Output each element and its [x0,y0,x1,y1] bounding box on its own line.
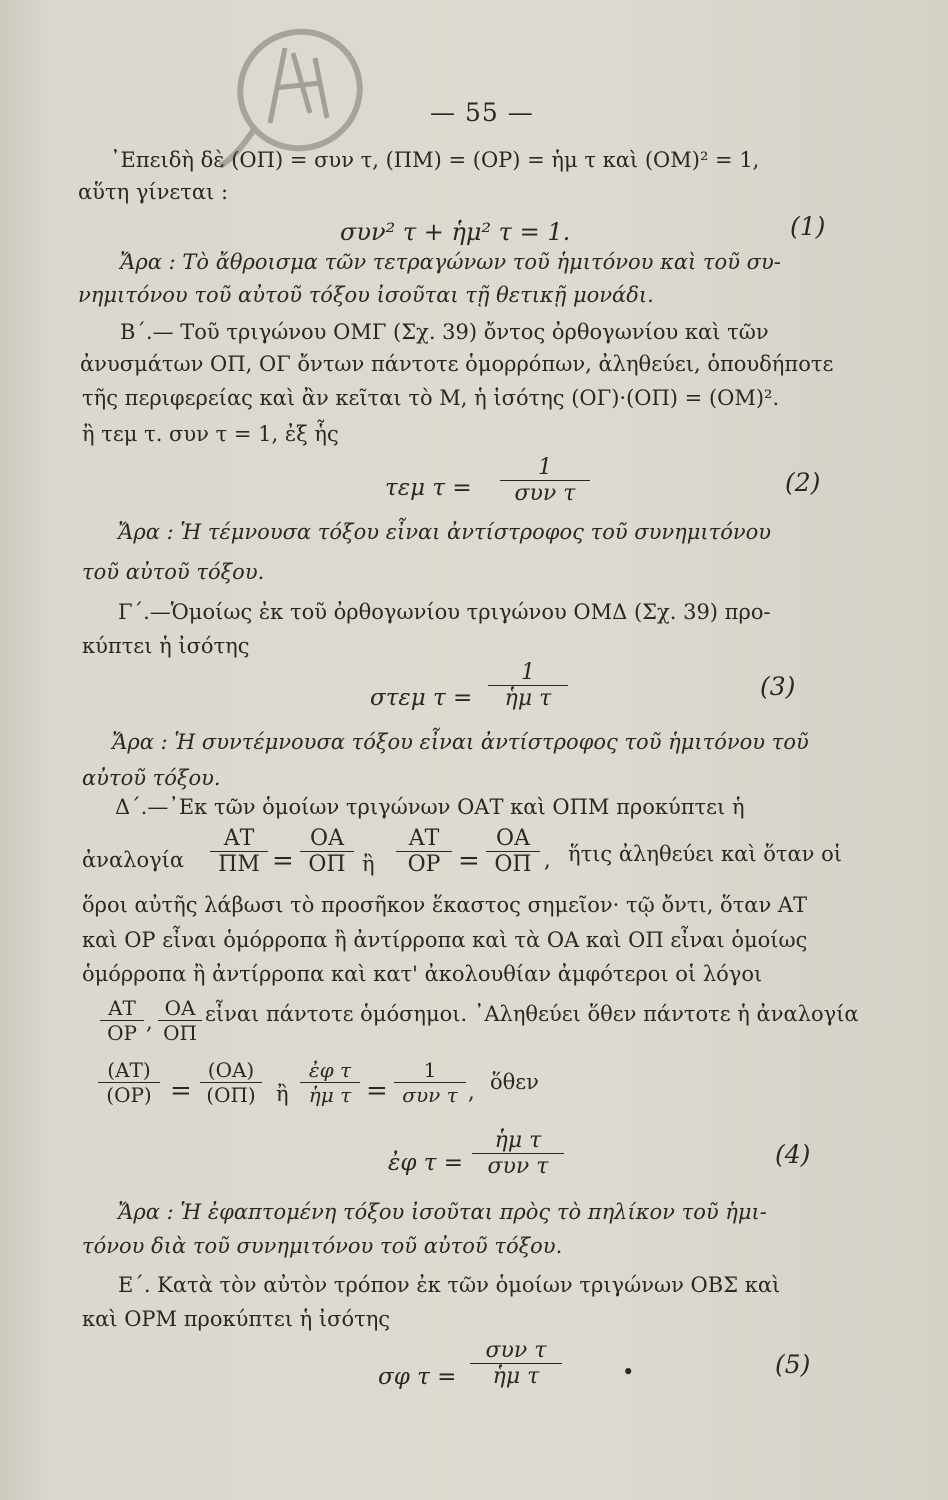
equation-tag: (2) [785,468,821,497]
text-line: αὐτοῦ τόξου. [82,766,221,790]
text-line: ἀναλογία [82,848,185,872]
equals-sign: = [170,1076,192,1106]
numerator: ΟΑ [310,826,344,851]
text-line: καὶ ΟΡΜ προκύπτει ἡ ἰσότης [82,1307,391,1331]
denominator: ΟΠ [163,1021,197,1045]
denominator: (ΟΡ) [106,1083,152,1107]
denominator: ἡμ τ [308,1083,352,1107]
or-word: ἢ [276,1082,289,1106]
numerator: ΑΤ [108,996,136,1020]
numerator: (ΟΑ) [207,1058,255,1082]
equation-1: συν² τ + ἡμ² τ = 1. [340,218,571,246]
numerator: 1 [521,660,535,685]
comma: , [468,1080,475,1104]
denominator: ΟΡ [407,852,441,877]
equation-2-fraction [500,455,590,506]
denominator: συν τ [487,1154,549,1179]
equation-tag: (1) [790,212,826,241]
text-line: ἥτις ἀληθεύει καὶ ὅταν οἱ [568,842,842,866]
handwritten-stamp-mark [215,18,385,168]
text-line: Ἄρα : Ἡ συντέμνουσα τόξου εἶναι ἀντίστροφος τοῦ ἡμιτόνου τοῦ [112,730,809,754]
equals-sign: = [272,846,294,876]
text-line: ᾿Επειδὴ δὲ (ΟΠ) = συν τ, (ΠΜ) = (ΟΡ) = ἡμ τ καὶ (ΟΜ)² = 1, [110,148,760,172]
equation-5-fraction [470,1338,562,1389]
numerator: 1 [423,1058,437,1082]
tangent-ratio-fraction [394,1058,466,1107]
text-line: ἢ τεμ τ. συν τ = 1, ἐξ ἧς [82,422,339,446]
equation-2-lhs: τεμ τ = [385,475,472,501]
equation-4-lhs: ἐφ τ = [388,1150,464,1176]
text-line: ὁμόρροπα ἢ ἀντίρροπα καὶ κατ' ἀκολουθίαν ἀμφότεροι οἱ λόγοι [82,962,763,986]
tangent-ratio-fraction [300,1058,360,1107]
equation-tag: (4) [775,1140,811,1169]
text-line: νημιτόνου τοῦ αὐτοῦ τόξου ἰσοῦται τῇ θετικῇ μονάδι. [78,283,654,307]
text-line: τῆς περιφερείας καὶ ἂν κεῖται τὸ Μ, ἡ ἰσότης (ΟΓ)·(ΟΠ) = (ΟΜ)². [82,386,780,410]
denominator: ΟΠ [494,852,532,877]
numerator: ΟΑ [496,826,530,851]
text-line: Ἄρα : Ἡ ἐφαπτομένη τόξου ἰσοῦται πρὸς τὸ πηλίκον τοῦ ἡμι- [118,1200,767,1224]
denominator: συν τ [402,1083,458,1107]
denominator: ἡμ τ [504,686,552,711]
comma: , [544,848,551,872]
numerator: (ΑΤ) [107,1058,151,1082]
proportion-fraction [210,826,268,877]
comma: , [146,1010,153,1034]
text-line: Β΄.— Τοῦ τριγώνου ΟΜΓ (Σχ. 39) ὄντος ὀρθογωνίου καὶ τῶν [120,320,769,344]
proportion-fraction [486,826,540,877]
numerator: ἡμ τ [494,1128,542,1153]
text-line: Ε΄. Κατὰ τὸν αὐτὸν τρόπον ἐκ τῶν ὁμοίων τριγώνων ΟΒΣ καὶ [118,1273,781,1297]
text-line: καὶ ΟΡ εἶναι ὁμόρροπα ἢ ἀντίρροπα καὶ τὰ ΟΑ καὶ ΟΠ εἶναι ὁμοίως [82,928,808,952]
text-line: ἀνυσμάτων ΟΠ, ΟΓ ὄντων πάντοτε ὁμορρόπων, ἀληθεύει, ὁπουδήποτε [80,352,834,376]
ratio-fraction [158,996,202,1045]
denominator: ΟΡ [107,1021,137,1045]
denominator: ἡμ τ [492,1364,540,1389]
text-line: Δ΄.—᾿Εκ τῶν ὁμοίων τριγώνων ΟΑΤ καὶ ΟΠΜ προκύπτει ἡ [115,795,745,819]
dot: • [622,1360,635,1384]
text-line: κύπτει ἡ ἰσότης [82,634,250,658]
equation-tag: (5) [775,1350,811,1379]
denominator: ΠΜ [218,852,260,877]
numerator: 1 [538,455,552,480]
text-line: εἶναι πάντοτε ὁμόσημοι. ᾿Αληθεύει ὅθεν πάντοτε ἡ ἀναλογία [205,1002,859,1026]
text-line: ὅθεν [490,1070,539,1094]
signed-ratio-fraction [200,1058,262,1107]
text-line: αὕτη γίνεται : [78,180,229,204]
proportion-fraction [396,826,452,877]
numerator: συν τ [485,1338,547,1363]
equation-tag: (3) [760,672,796,701]
text-line: Γ΄.—Ὁμοίως ἐκ τοῦ ὀρθογωνίου τριγώνου ΟΜΔ (Σχ. 39) προ- [118,600,771,624]
text-line: τοῦ αὐτοῦ τόξου. [82,560,265,584]
equals-sign: = [458,846,480,876]
equation-3-fraction [488,660,568,711]
text-line: Ἄρα : Ἡ τέμνουσα τόξου εἶναι ἀντίστροφος τοῦ συνημιτόνου [118,520,772,544]
equation-3-lhs: στεμ τ = [370,685,473,711]
numerator: ΟΑ [164,996,196,1020]
proportion-fraction [300,826,354,877]
text-line: τόνου διὰ τοῦ συνημιτόνου τοῦ αὐτοῦ τόξου. [82,1234,563,1258]
denominator: συν τ [514,481,576,506]
numerator: ΑΤ [408,826,440,851]
numerator: ΑΤ [223,826,255,851]
text-line: ὅροι αὐτῆς λάβωσι τὸ προσῆκον ἕκαστος σημεῖον· τῷ ὄντι, ὅταν ΑΤ [82,893,808,917]
equals-sign: = [366,1076,388,1106]
denominator: (ΟΠ) [206,1083,256,1107]
ratio-fraction [100,996,144,1045]
text-line: Ἄρα : Τὸ ἄθροισμα τῶν τετραγώνων τοῦ ἡμιτόνου καὶ τοῦ συ- [120,250,781,274]
or-word: ἢ [362,852,375,876]
signed-ratio-fraction [98,1058,160,1107]
denominator: ΟΠ [308,852,346,877]
equation-4-fraction [472,1128,564,1179]
numerator: ἐφ τ [308,1058,352,1082]
equation-5-lhs: σφ τ = [378,1364,457,1390]
page-number: — 55 — [430,98,534,127]
